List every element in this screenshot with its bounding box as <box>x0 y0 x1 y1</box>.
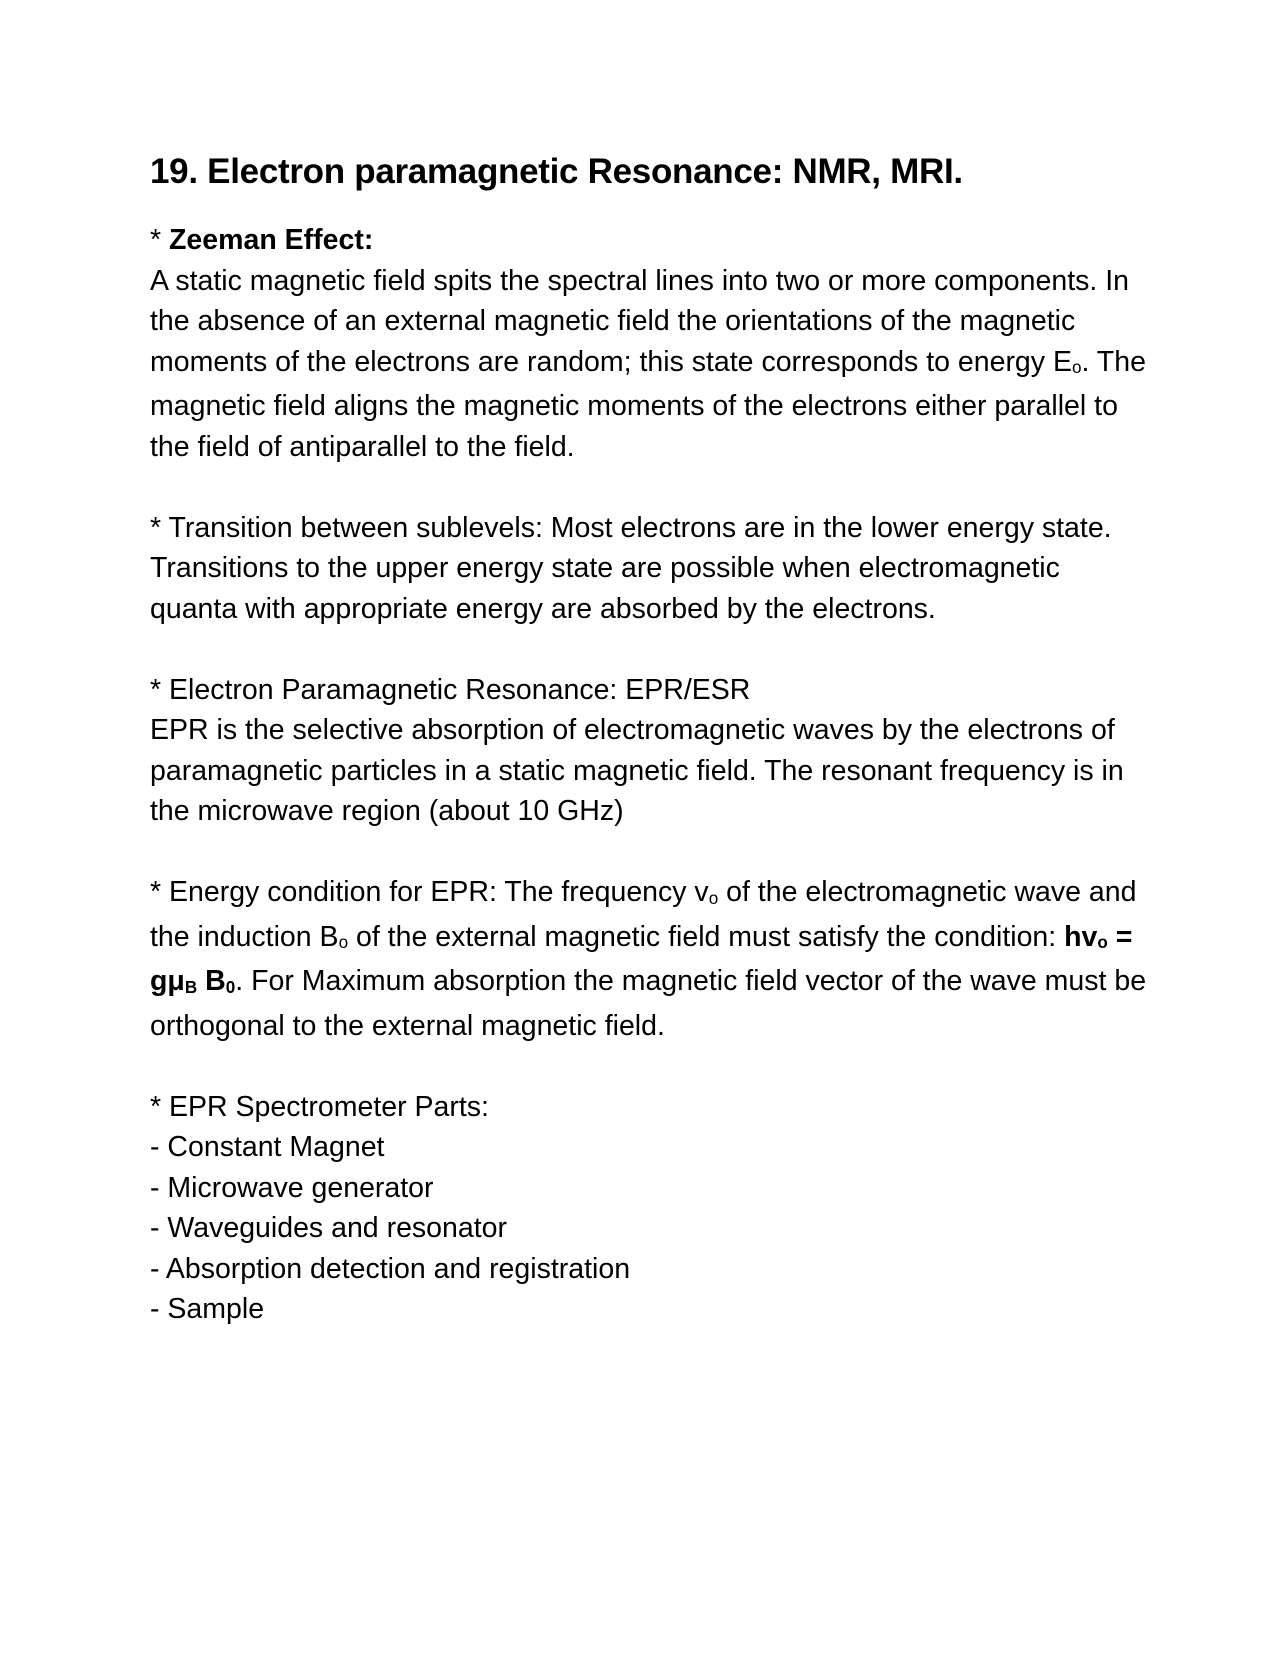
zeeman-heading-line <box>150 220 1150 261</box>
energy-part3: of the external magnetic field must satisfy the condition: <box>348 920 1065 953</box>
zeeman-star: * <box>150 224 170 257</box>
list-item: - Constant Magnet <box>150 1131 385 1164</box>
list-item: - Waveguides and resonator <box>150 1212 507 1245</box>
energy-part4: . For Maximum absorption the magnetic field vector of the wave must be orthogonal to the external magnetic field. <box>150 965 1147 1042</box>
epr-text: EPR is the selective absorption of electromagnetic waves by the electrons of paramagnetic particles in a static magnetic field. The resonant frequency is in the microwave region (about 10 GHz) <box>150 714 1124 828</box>
zeeman-text <box>150 261 1150 468</box>
transition-section <box>150 508 1150 630</box>
formula-mid: = gμ <box>150 920 1133 998</box>
formula-sub-0: 0 <box>225 977 236 997</box>
list-item: - Absorption detection and registration <box>150 1252 631 1285</box>
energy-part1: * Energy condition for EPR: The frequency v <box>150 876 709 909</box>
epr-heading: * Electron Paramagnetic Resonance: EPR/ESR <box>150 673 751 706</box>
zeeman-subscript: o <box>1071 358 1082 378</box>
formula-sub-o: o <box>1097 933 1108 953</box>
energy-sub1: o <box>708 888 719 908</box>
list-item: - Microwave generator <box>150 1171 434 1204</box>
spectrometer-heading: * EPR Spectrometer Parts: <box>150 1090 489 1123</box>
formula-b: B <box>197 965 226 998</box>
energy-sub2: o <box>338 933 349 953</box>
document-page <box>150 152 1150 1370</box>
zeeman-heading: Zeeman Effect: <box>169 224 374 257</box>
zeeman-text-before: A static magnetic field spits the spectral lines into two or more components. In the absence of an external magnetic field the orientations of the magnetic moments of the electrons are random; this state corresponds to energy E <box>150 264 1129 378</box>
spectrometer-parts-list <box>150 1127 1150 1330</box>
spectrometer-section <box>150 1087 1150 1330</box>
zeeman-section <box>150 220 1150 467</box>
transition-text: * Transition between sublevels: Most electrons are in the lower energy state. Transitions to the upper energy state are possible when electromagnetic quanta with appropriate energy are absorbed by the electrons. <box>150 511 1112 625</box>
formula-hv: hv <box>1064 920 1098 953</box>
page-title: 19. Electron paramagnetic Resonance: NMR, MRI. <box>150 152 963 191</box>
energy-part2: of the electromagnetic wave and the induction B <box>150 876 1137 953</box>
epr-section <box>150 670 1150 832</box>
energy-condition-text <box>150 872 1150 1046</box>
energy-condition-section <box>150 872 1150 1046</box>
list-item: - Sample <box>150 1293 265 1326</box>
zeeman-text-after: . The magnetic field aligns the magnetic moments of the electrons either parallel to the field of antiparallel to the field. <box>150 345 1146 463</box>
formula-sub-b: B <box>184 977 198 997</box>
